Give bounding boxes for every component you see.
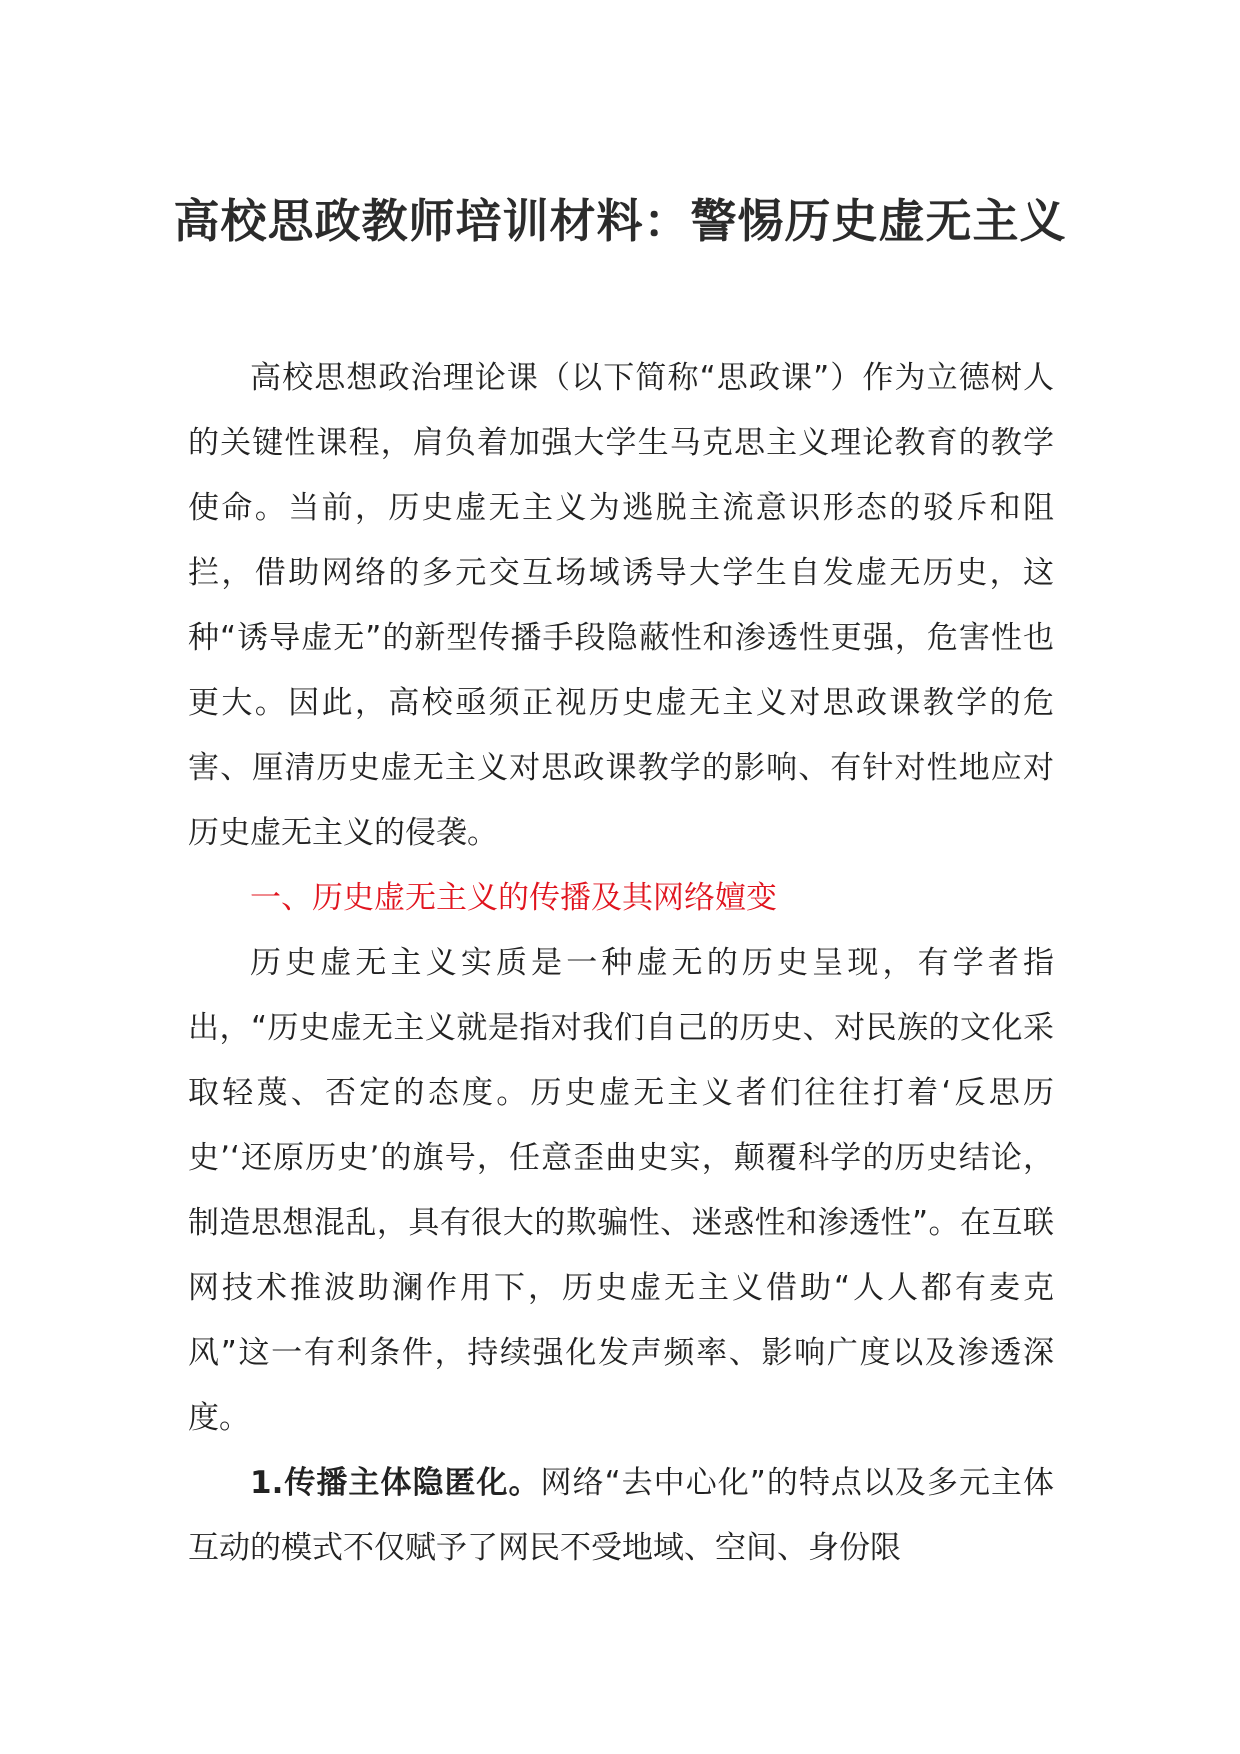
subsection-text: 网络“去中心化”的特点以及多元主体互动的模式不仅赋予了网民不受地域、空间、身份限 xyxy=(188,1465,1054,1566)
paragraph-intro: 高校思想政治理论课（以下简称“思政课”）作为立德树人的关键性课程，肩负着加强大学生马克思主义理论教育的教学使命。当前，历史虚无主义为逃脱主流意识形态的驳斥和阻拦，借助网络的多元交互场域诱导大学生自发虚无历史，这种“诱导虚无”的新型传播手段隐蔽性和渗透性更强，危害性也更大。因此，高校亟须正视历史虚无主义对思政课教学的危害、厘清历史虚无主义对思政课教学的影响、有针对性地应对历史虚无主义的侵袭。 xyxy=(188,360,1054,851)
paragraph-history-nihilism: 历史虚无主义实质是一种虚无的历史呈现，有学者指出，“历史虚无主义就是指对我们自己的历史、对民族的文化采取轻蔑、否定的态度。历史虚无主义者们往往打着‘反思历史’‘还原历史’的旗号，任意歪曲史实，颠覆科学的历史结论，制造思想混乱，具有很大的欺骗性、迷惑性和渗透性”。在互联网技术推波助澜作用下，历史虚无主义借助“人人都有麦克风”这一有利条件，持续强化发声频率、影响广度以及渗透深度。 xyxy=(188,945,1054,1436)
subsection-paragraph xyxy=(188,1451,1054,1581)
document-title: 高校思政教师培训材料：警惕历史虚无主义 xyxy=(173,194,1067,248)
section-heading: 一、历史虚无主义的传播及其网络嬗变 xyxy=(250,880,777,916)
document-body xyxy=(188,346,1054,1581)
subsection-lead: 1.传播主体隐匿化。 xyxy=(250,1465,541,1501)
